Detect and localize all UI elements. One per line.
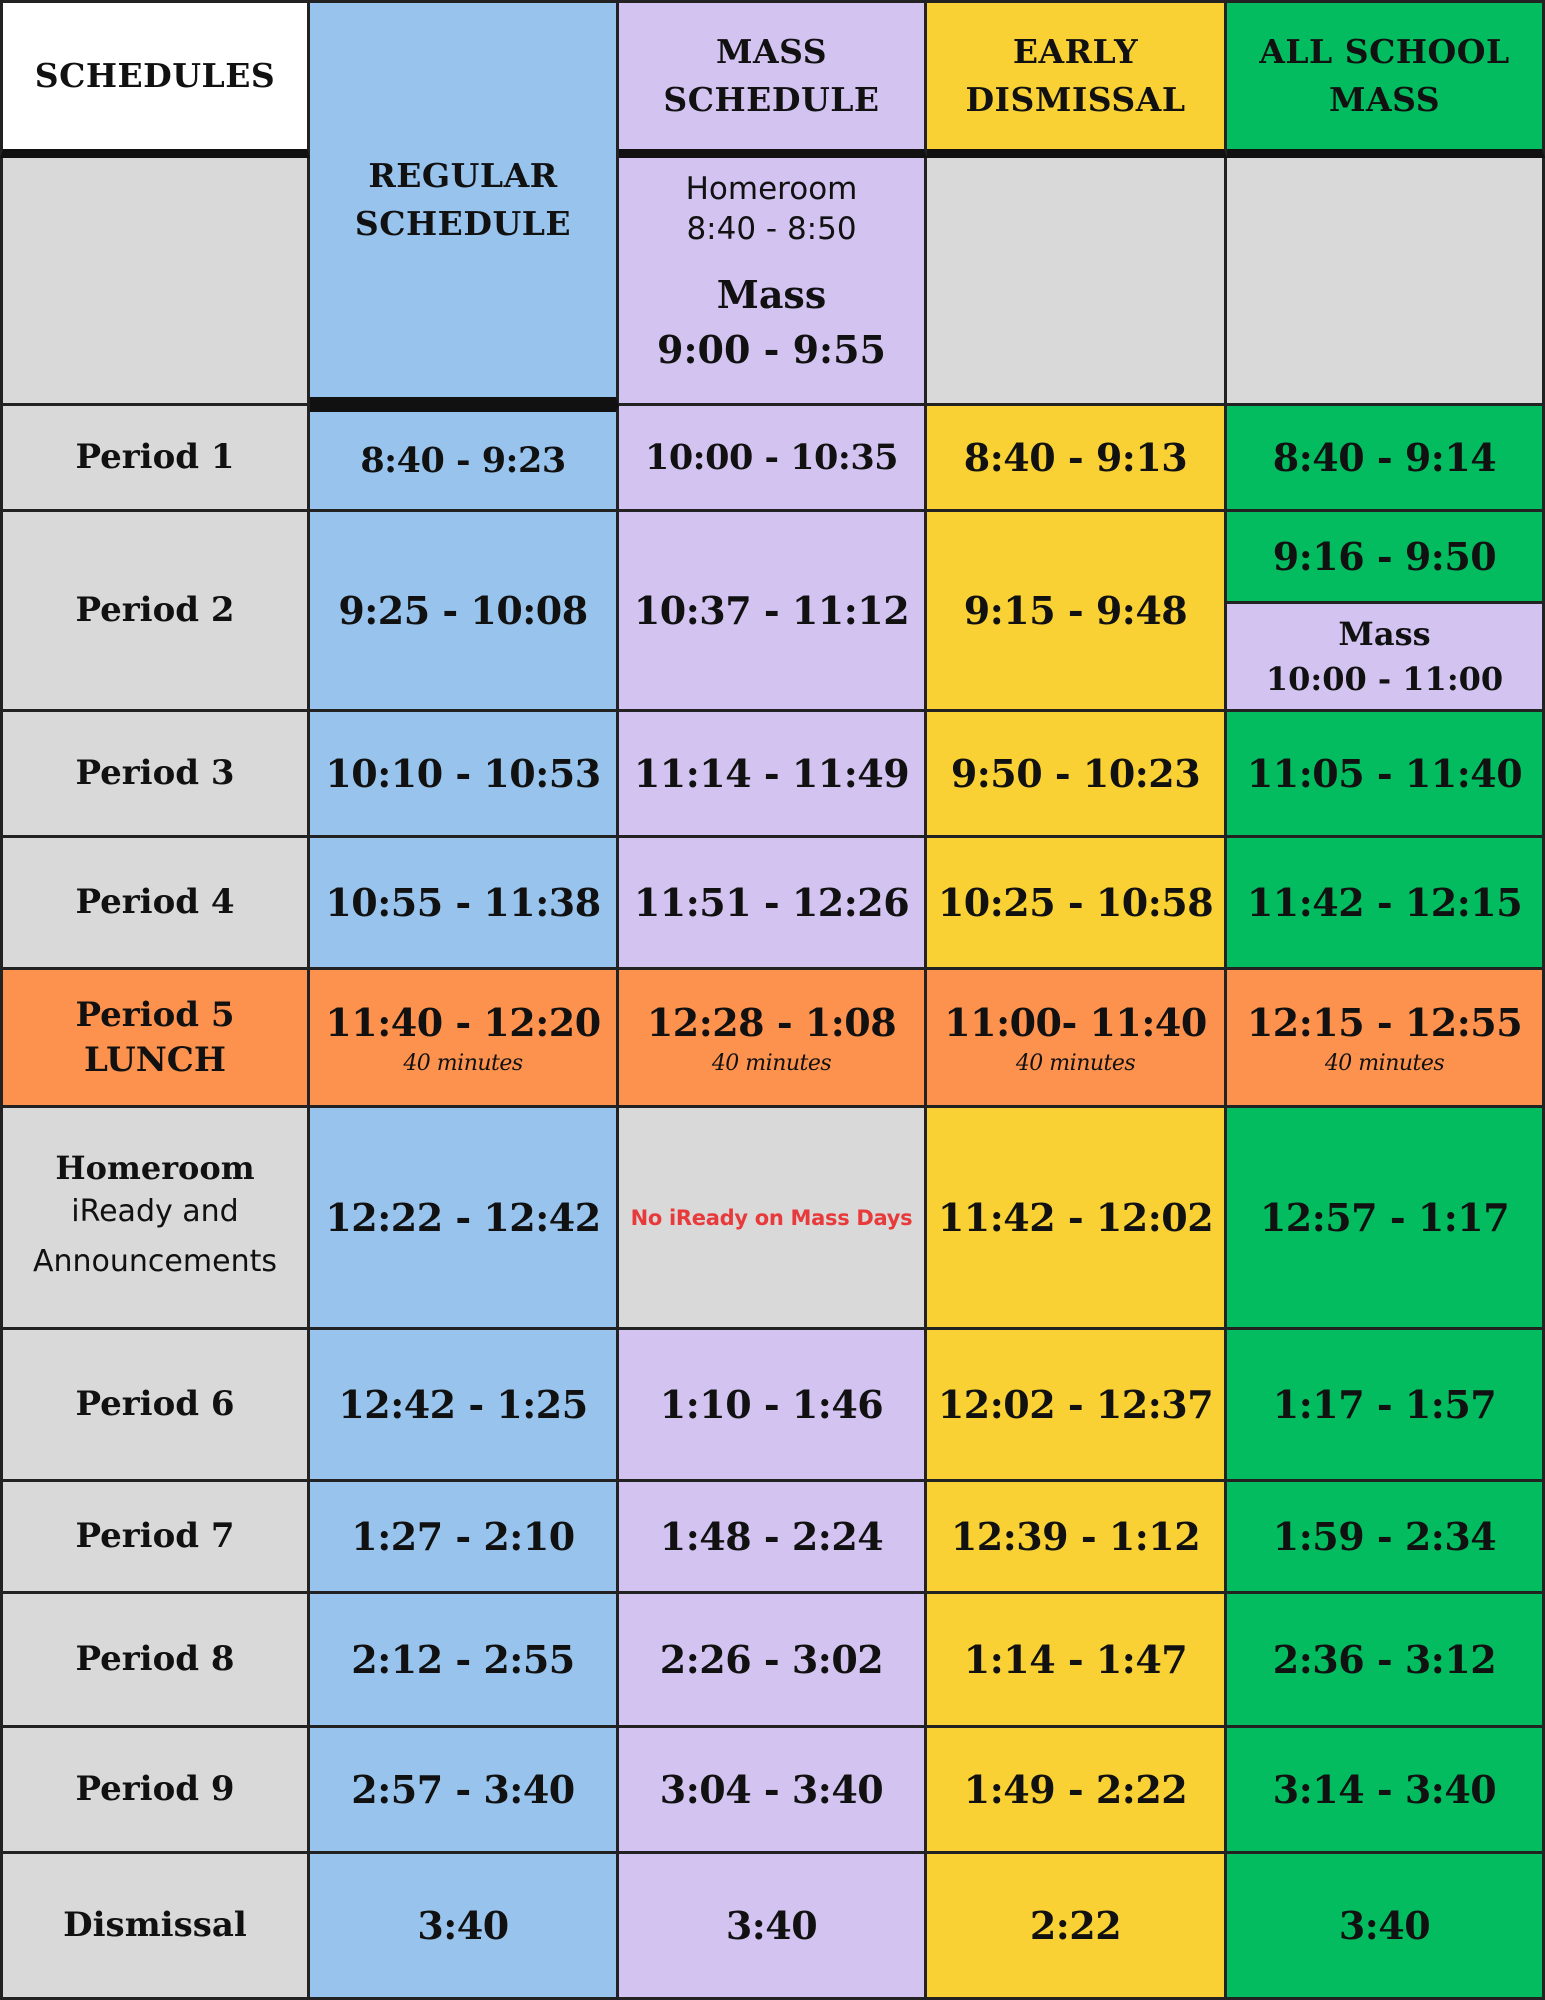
homeroom-early [927,1108,1227,1330]
period-7-allmass-time: 1:59 - 2:34 [1272,1514,1497,1559]
period-1-early [927,406,1227,512]
mass-pre-block [619,158,927,406]
period-9-mass [619,1728,927,1854]
period-7-label-text: Period 7 [75,1516,235,1557]
period-4-regular [310,838,619,970]
period-8-regular-time: 2:12 - 2:55 [351,1637,575,1682]
period-6-regular-time: 12:42 - 1:25 [338,1382,588,1427]
period-1-regular-time: 8:40 - 9:23 [360,440,566,481]
period-4-early [927,838,1227,970]
period-4-regular-time: 10:55 - 11:38 [325,880,601,925]
period-8-label [0,1594,310,1728]
period-5-mass-duration: 40 minutes [711,1050,832,1076]
period-6-allmass [1227,1330,1545,1482]
period-5-label-line1: Period 5 [75,995,235,1036]
period-5-mass [619,970,927,1108]
schedules-header-text: SCHEDULES [34,56,276,96]
period-1-regular [310,406,619,512]
dismissal-regular-time: 3:40 [417,1903,509,1948]
period-2-regular [310,512,619,712]
period-3-allmass-time: 11:05 - 11:40 [1246,751,1523,796]
period-8-regular [310,1594,619,1728]
period-2-early-time: 9:15 - 9:48 [963,588,1188,633]
allmass-header-line2: MASS [1328,80,1441,119]
homeroom-label-line1: Homeroom [55,1149,255,1187]
period-5-allmass-duration: 40 minutes [1324,1050,1445,1076]
mass-homeroom-time: 8:40 - 8:50 [686,210,857,247]
period-1-allmass [1227,406,1545,512]
period-5-lunch-label [0,970,310,1108]
period-2-regular-time: 9:25 - 10:08 [338,588,588,633]
period-3-early-time: 9:50 - 10:23 [950,751,1201,796]
regular-header-line2: SCHEDULE [354,204,572,243]
all-school-mass-header [1227,0,1545,158]
period-5-regular [310,970,619,1108]
period-8-mass-time: 2:26 - 3:02 [659,1637,884,1682]
period-6-allmass-time: 1:17 - 1:57 [1272,1382,1497,1427]
period-3-regular-time: 10:10 - 10:53 [325,751,601,796]
mass-header-line2: SCHEDULE [663,80,880,119]
period-6-label [0,1330,310,1482]
mass-time: 9:00 - 9:55 [657,327,886,373]
period-4-label-text: Period 4 [75,882,235,923]
period-3-label [0,712,310,838]
allmass-event-time: 10:00 - 11:00 [1265,659,1504,698]
early-pre-empty [927,158,1227,406]
period-8-early [927,1594,1227,1728]
period-5-mass-time: 12:28 - 1:08 [646,999,897,1045]
period-1-label-text: Period 1 [75,437,235,478]
period-8-label-text: Period 8 [75,1639,235,1680]
homeroom-regular [310,1108,619,1330]
period-1-mass [619,406,927,512]
period-5-allmass-time: 12:15 - 12:55 [1246,999,1523,1045]
regular-header-line1: REGULAR [368,156,558,196]
early-dismissal-header [927,0,1227,158]
period-8-early-time: 1:14 - 1:47 [963,1637,1188,1682]
period-1-mass-time: 10:00 - 10:35 [644,437,899,478]
homeroom-label [0,1108,310,1330]
period-4-early-time: 10:25 - 10:58 [937,880,1214,925]
period-3-regular [310,712,619,838]
dismissal-allmass [1227,1854,1545,2000]
period-6-mass [619,1330,927,1482]
period-6-label-text: Period 6 [75,1384,235,1425]
period-7-regular-time: 1:27 - 2:10 [351,1514,575,1559]
period-2-early [927,512,1227,712]
period-7-label [0,1482,310,1594]
mass-header-line1: MASS [715,32,828,72]
period-6-early-time: 12:02 - 12:37 [937,1382,1214,1427]
pre-period-label [0,158,310,406]
homeroom-allmass-time: 12:57 - 1:17 [1259,1195,1510,1240]
allmass-header-line1: ALL SCHOOL [1259,32,1510,72]
period-2-allmass-mass [1227,604,1542,709]
period-2-allmass [1227,512,1545,712]
dismissal-early-time: 2:22 [1029,1903,1122,1948]
period-2-mass [619,512,927,712]
period-4-allmass [1227,838,1545,970]
period-7-mass-time: 1:48 - 2:24 [659,1514,884,1559]
period-9-allmass [1227,1728,1545,1854]
period-6-regular [310,1330,619,1482]
period-5-allmass [1227,970,1545,1108]
period-9-mass-time: 3:04 - 3:40 [659,1767,884,1812]
period-7-regular [310,1482,619,1594]
period-3-label-text: Period 3 [75,753,235,794]
period-5-label-line2: LUNCH [84,1039,226,1080]
period-1-early-time: 8:40 - 9:13 [963,435,1188,480]
dismissal-mass [619,1854,927,2000]
period-2-label-text: Period 2 [75,590,235,631]
allmass-event-label: Mass [1338,614,1431,653]
dismissal-early [927,1854,1227,2000]
period-7-early-time: 12:39 - 1:12 [950,1514,1201,1559]
period-8-allmass [1227,1594,1545,1728]
dismissal-label [0,1854,310,2000]
period-9-label [0,1728,310,1854]
period-9-early [927,1728,1227,1854]
period-4-label [0,838,310,970]
period-8-mass [619,1594,927,1728]
homeroom-label-line2: iReady and [71,1194,239,1229]
period-4-allmass-time: 11:42 - 12:15 [1246,880,1523,925]
period-7-early [927,1482,1227,1594]
early-header-line1: EARLY [1012,32,1139,72]
mass-homeroom-label: Homeroom [685,171,858,207]
mass-schedule-header [619,0,927,158]
period-9-early-time: 1:49 - 2:22 [963,1767,1188,1812]
no-iready-note: No iReady on Mass Days [630,1205,913,1230]
period-2-label [0,512,310,712]
period-8-allmass-time: 2:36 - 3:12 [1272,1637,1497,1682]
period-3-mass [619,712,927,838]
period-3-mass-time: 11:14 - 11:49 [633,751,910,796]
period-9-regular [310,1728,619,1854]
period-5-early-duration: 40 minutes [1015,1050,1136,1076]
period-7-allmass [1227,1482,1545,1594]
early-header-line2: DISMISSAL [965,80,1186,119]
homeroom-allmass [1227,1108,1545,1330]
schedules-header [0,0,310,158]
period-5-early [927,970,1227,1108]
period-3-allmass [1227,712,1545,838]
period-1-label [0,406,310,512]
period-7-mass [619,1482,927,1594]
homeroom-label-line3: Announcements [33,1243,277,1279]
period-5-early-time: 11:00- 11:40 [944,999,1207,1045]
allmass-pre-empty [1227,158,1545,406]
period-9-allmass-time: 3:14 - 3:40 [1272,1767,1497,1812]
regular-schedule-header [310,0,619,406]
period-5-regular-time: 11:40 - 12:20 [325,999,601,1045]
homeroom-early-time: 11:42 - 12:02 [937,1195,1214,1240]
dismissal-mass-time: 3:40 [725,1903,818,1948]
period-3-early [927,712,1227,838]
homeroom-mass [619,1108,927,1330]
dismissal-regular [310,1854,619,2000]
period-4-mass [619,838,927,970]
period-2-allmass-time: 9:16 - 9:50 [1272,534,1497,579]
period-1-allmass-time: 8:40 - 9:14 [1272,435,1497,480]
period-2-mass-time: 10:37 - 11:12 [633,588,910,633]
period-6-mass-time: 1:10 - 1:46 [659,1382,884,1427]
dismissal-label-text: Dismissal [63,1905,247,1946]
period-6-early [927,1330,1227,1482]
dismissal-allmass-time: 3:40 [1338,1903,1431,1948]
period-5-regular-duration: 40 minutes [403,1050,523,1076]
period-9-regular-time: 2:57 - 3:40 [351,1767,575,1812]
period-4-mass-time: 11:51 - 12:26 [633,880,910,925]
mass-label: Mass [716,272,827,318]
period-2-allmass-class [1227,512,1542,604]
period-9-label-text: Period 9 [75,1769,235,1810]
homeroom-regular-time: 12:22 - 12:42 [325,1195,601,1240]
